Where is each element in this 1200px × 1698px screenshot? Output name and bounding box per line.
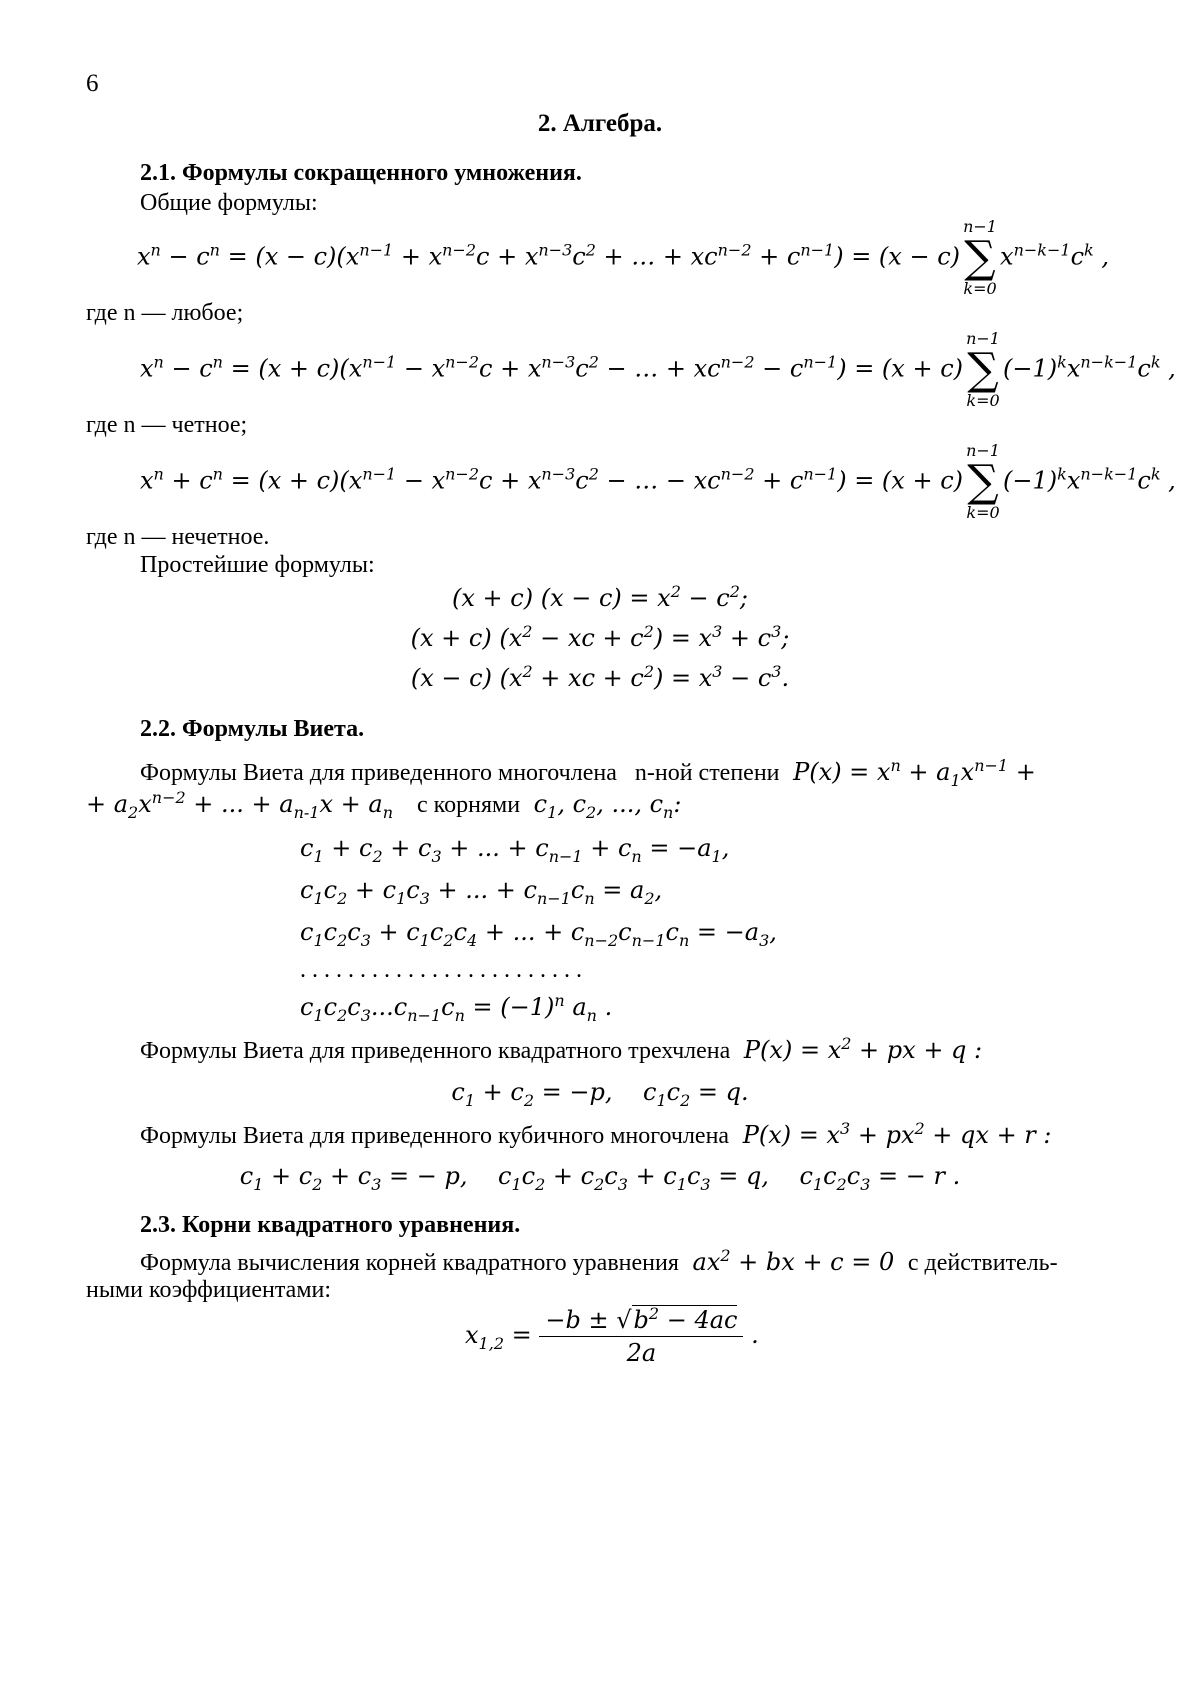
quadratic-fraction: −b ± √b2 − 4ac 2a	[539, 1306, 743, 1367]
chapter-title: 2. Алгебра.	[0, 110, 1200, 138]
vieta-eq-2: c1c2 + c1c3 + ... + cn−1cn = a2,	[300, 876, 662, 904]
page-number: 6	[86, 70, 99, 98]
vieta-poly-part1: P(x) = xn + a1xn−1 +	[786, 758, 1036, 786]
formula-simple-3: (x − c) (x2 + xc + c2) = x3 − c3.	[0, 664, 1200, 692]
formula-general-odd: xn + cn = (x + c)(xn−1 − xn−2c + xn−3c2 − … − xcn−2 + cn−1) = (x + c) n−1 ∑ k=0 (−1)kxn−k−1ck ,	[140, 442, 1176, 522]
vieta-quadratic-line	[140, 1035, 982, 1066]
quadratic-intro-line1	[140, 1247, 1058, 1278]
vieta-poly-part2: + a2xn−2 + ... + an-1x + an	[86, 790, 393, 818]
vieta-eq-last: c1c2c3...cn−1cn = (−1)n an .	[300, 993, 612, 1021]
section-2-3-title: 2.3. Корни квадратного уравнения.	[140, 1212, 520, 1239]
formula-general-even: xn − cn = (x + c)(xn−1 − xn−2c + xn−3c2 − … + xcn−2 − cn−1) = (x + c) n−1 ∑ k=0 (−1)kxn−k−1ck ,	[140, 330, 1176, 410]
vieta-cubic-line	[140, 1120, 1052, 1151]
vieta-quadratic-poly: P(x) = x2 + px + q :	[736, 1036, 982, 1064]
quadratic-intro-a: Формула вычисления корней квадратного уравнения	[140, 1250, 679, 1276]
document-page	[0, 0, 1200, 1698]
vieta-intro-nth: n-ной степени	[635, 760, 780, 786]
quadratic-intro-b: с действитель-	[908, 1250, 1058, 1276]
vieta-quadratic-formulas: c1 + c2 = −p, c1c2 = q.	[0, 1078, 1200, 1106]
vieta-cubic-poly: P(x) = x3 + px2 + qx + r :	[735, 1121, 1051, 1149]
vieta-intro-line1	[140, 757, 1100, 788]
section-2-1-title: 2.1. Формулы сокращенного умножения.	[140, 160, 582, 187]
vieta-cubic-label: Формулы Виета для приведенного кубичного многочлена	[140, 1123, 729, 1149]
section-2-2-title: 2.2. Формулы Виета.	[140, 716, 364, 743]
simple-formulas-label: Простейшие формулы:	[140, 550, 375, 580]
vieta-intro-line2	[86, 789, 681, 820]
note-even: где n — четное;	[86, 410, 247, 440]
vieta-eq-3: c1c2c3 + c1c2c4 + ... + cn−2cn−1cn = −a3,	[300, 918, 777, 946]
quadratic-roots-formula: x1,2 = −b ± √b2 − 4ac 2a .	[465, 1306, 759, 1367]
vieta-eq-1: c1 + c2 + c3 + ... + cn−1 + cn = −a1,	[300, 834, 729, 862]
formula-simple-2: (x + c) (x2 − xc + c2) = x3 + c3;	[0, 624, 1200, 652]
vieta-roots-label: с корнями	[417, 792, 520, 818]
note-any: где n — любое;	[86, 298, 243, 328]
formula-simple-1: (x + c) (x − c) = x2 − c2;	[0, 584, 1200, 612]
note-odd: где n — нечетное.	[86, 522, 269, 552]
formula-general-any: xn − cn = (x − c)(xn−1 + xn−2c + xn−3c2 + … + xcn−2 + cn−1) = (x − c) n−1 ∑ k=0 xn−k−1ck ,	[137, 218, 1109, 298]
vieta-dots-row: . . . . . . . . . . . . . . . . . . . . . . . .	[300, 955, 582, 985]
vieta-roots-list: c1, c2, ..., cn:	[526, 790, 681, 818]
vieta-quadratic-label: Формулы Виета для приведенного квадратного трехчлена	[140, 1038, 730, 1064]
general-formulas-label: Общие формулы:	[140, 188, 318, 218]
quadratic-intro-c: ными коэффициентами:	[86, 1275, 331, 1305]
vieta-cubic-formulas: c1 + c2 + c3 = − p, c1c2 + c2c3 + c1c3 = q, c1c2c3 = − r .	[0, 1162, 1200, 1190]
vieta-intro-text: Формулы Виета для приведенного многочлена	[140, 760, 617, 786]
quadratic-equation: ax2 + bx + c = 0	[685, 1248, 902, 1276]
